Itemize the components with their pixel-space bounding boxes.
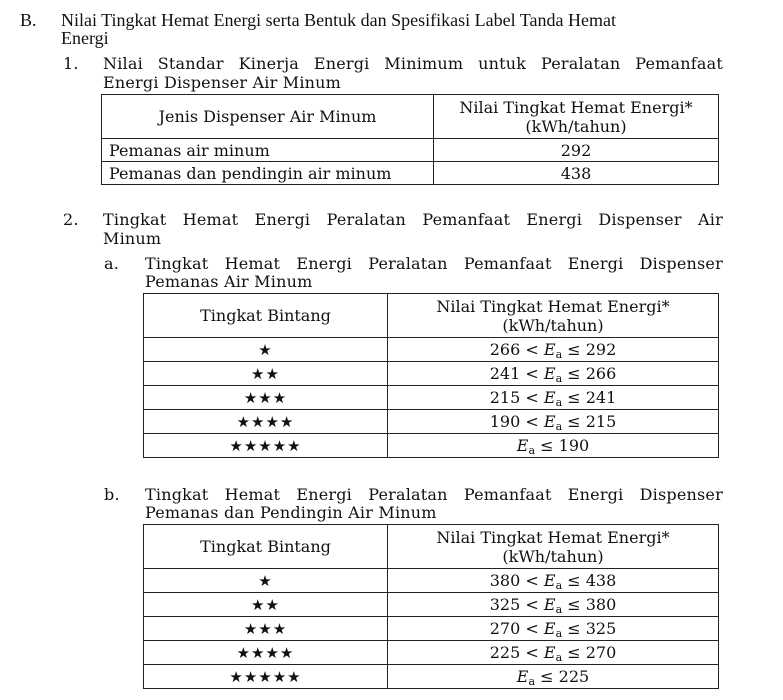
energy-range: $325 < E_a \le 380$ (388, 593, 719, 617)
table-header-stars: Tingkat Bintang (144, 294, 388, 338)
table1-cell-type: Pemanas air minum (102, 139, 434, 162)
energy-range: $E_a \le 190$ (388, 434, 719, 458)
energy-range: $266 < E_a \le 292$ (388, 338, 719, 362)
sub-a-title: Tingkat Hemat Energi Peralatan Pemanfaat Energi Dispenser (145, 254, 723, 273)
star-rating: ★★★ (144, 386, 388, 410)
energy-range: $E_a \le 225$ (388, 665, 719, 689)
star-rating: ★ (144, 569, 388, 593)
sub-b-title-cont: Pemanas dan Pendingin Air Minum (145, 503, 437, 522)
star-rating: ★ (144, 338, 388, 362)
table1-header-type: Jenis Dispenser Air Minum (102, 95, 434, 139)
star-rating: ★★★★★ (144, 665, 388, 689)
table-row (144, 338, 719, 362)
table1-cell-value: 292 (434, 139, 719, 162)
item1-title: Nilai Standar Kinerja Energi Minimum untuk Peralatan Pemanfaat (103, 54, 723, 73)
sub-a-title-cont: Pemanas Air Minum (145, 272, 313, 291)
table-row (102, 139, 719, 162)
dispenser-standard-table (101, 94, 719, 185)
item2-title-cont: Minum (103, 229, 162, 248)
star-rating: ★★★★ (144, 641, 388, 665)
table-row (144, 386, 719, 410)
table-row (102, 162, 719, 185)
table1-cell-type: Pemanas dan pendingin air minum (102, 162, 434, 185)
energy-range: $241 < E_a \le 266$ (388, 362, 719, 386)
table-row (144, 641, 719, 665)
table1-cell-value: 438 (434, 162, 719, 185)
heater-star-table (143, 293, 719, 458)
energy-range: $190 < E_a \le 215$ (388, 410, 719, 434)
energy-range: $225 < E_a \le 270$ (388, 641, 719, 665)
table-row (144, 434, 719, 458)
section-title-cont: Energi (61, 28, 109, 48)
table1-header-value: Nilai Tingkat Hemat Energi* (kWh/tahun) (434, 95, 719, 139)
table-row (144, 410, 719, 434)
star-rating: ★★★★★ (144, 434, 388, 458)
item2-title: Tingkat Hemat Energi Peralatan Pemanfaat Energi Dispenser Air (103, 210, 723, 229)
energy-range: $215 < E_a \le 241$ (388, 386, 719, 410)
table-row (144, 593, 719, 617)
sub-a-letter: a. (104, 254, 120, 273)
table-header-value: Nilai Tingkat Hemat Energi* (kWh/tahun) (388, 294, 719, 338)
sub-b-letter: b. (104, 485, 120, 504)
table-header-stars: Tingkat Bintang (144, 525, 388, 569)
star-rating: ★★★ (144, 617, 388, 641)
table-row (144, 665, 719, 689)
item2-number: 2. (63, 210, 79, 229)
star-rating: ★★ (144, 362, 388, 386)
energy-range: $270 < E_a \le 325$ (388, 617, 719, 641)
heater-cooler-star-table (143, 524, 719, 689)
sub-b-title: Tingkat Hemat Energi Peralatan Pemanfaat Energi Dispenser (145, 485, 723, 504)
star-rating: ★★ (144, 593, 388, 617)
table-row (144, 569, 719, 593)
table-row (144, 617, 719, 641)
item1-number: 1. (63, 54, 79, 73)
item1-title-cont: Energi Dispenser Air Minum (103, 73, 342, 92)
star-rating: ★★★★ (144, 410, 388, 434)
section-letter: B. (20, 10, 37, 30)
table-header-value: Nilai Tingkat Hemat Energi* (kWh/tahun) (388, 525, 719, 569)
section-title: Nilai Tingkat Hemat Energi serta Bentuk dan Spesifikasi Label Tanda Hemat (61, 10, 616, 30)
energy-range: $380 < E_a \le 438$ (388, 569, 719, 593)
table-row (144, 362, 719, 386)
